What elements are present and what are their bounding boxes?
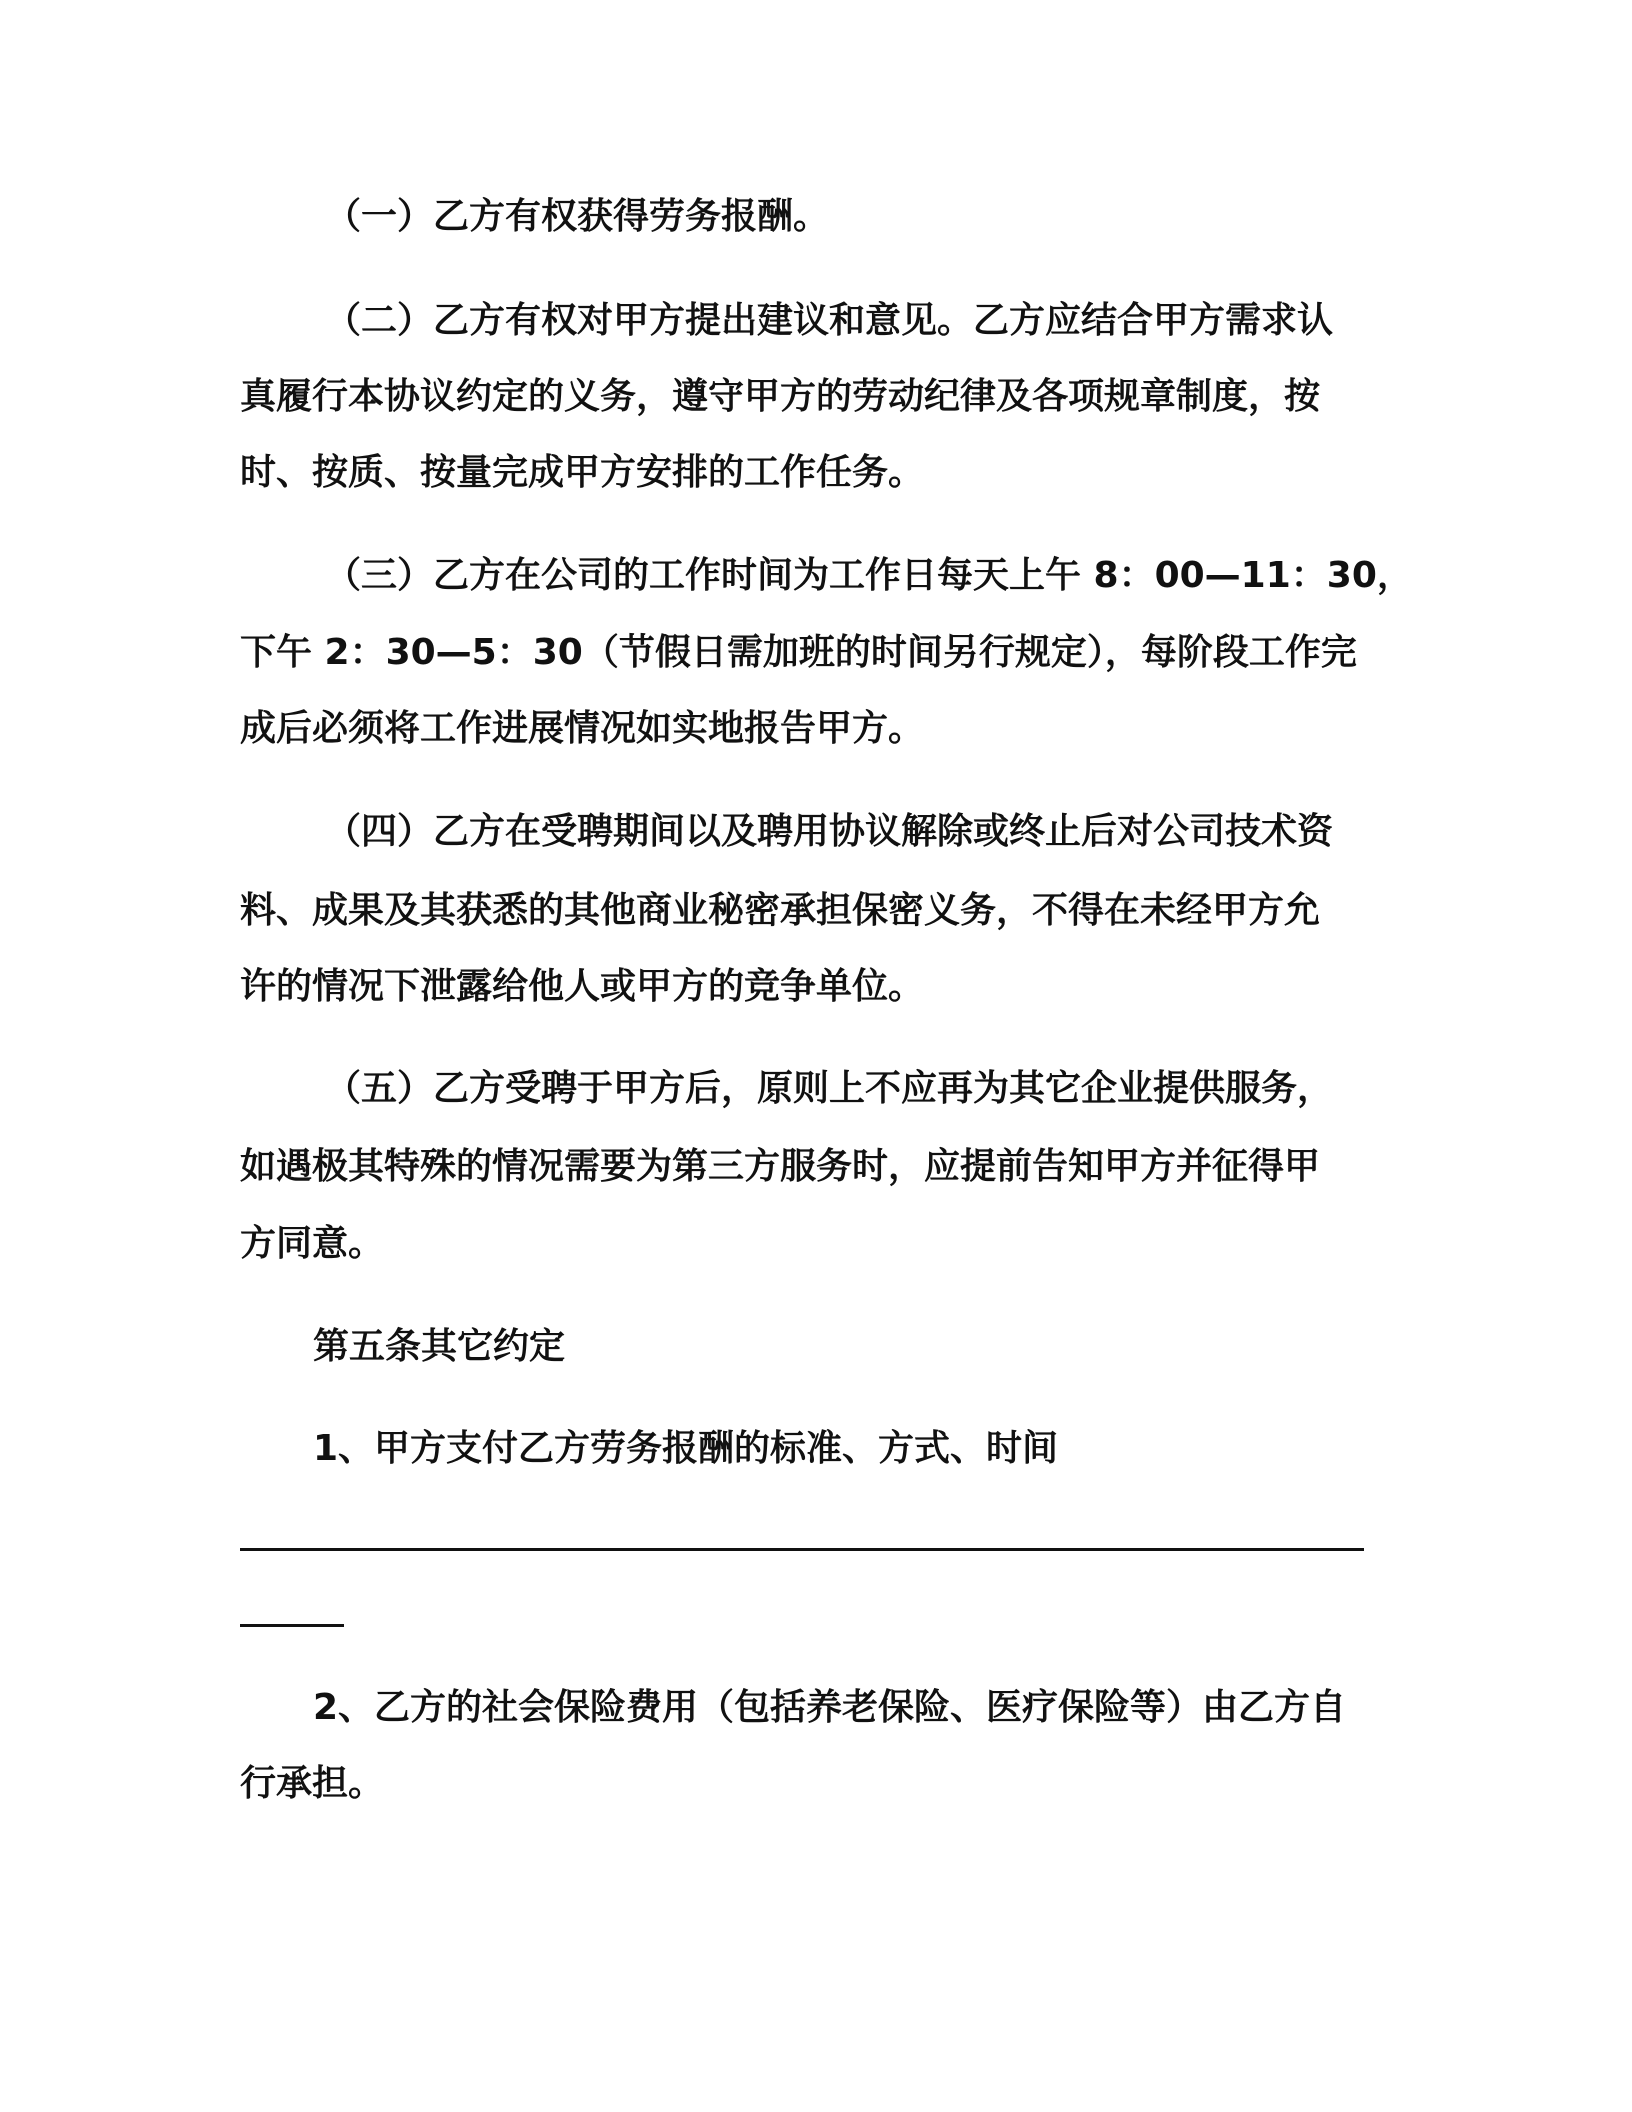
clause-2-line-2: 真履行本协议约定的义务，遵守甲方的劳动纪律及各项规章制度，按 — [240, 376, 1321, 417]
clause-3-line-1: （三）乙方在公司的工作时间为工作日每天上午 8：00—11：30， — [325, 555, 1413, 596]
item-2-line-2: 行承担。 — [240, 1763, 385, 1804]
clause-2-line-1: （二）乙方有权对甲方提出建议和意见。乙方应结合甲方需求认 — [325, 300, 1334, 341]
item-1: 1、甲方支付乙方劳务报酬的标准、方式、时间 — [313, 1428, 1059, 1469]
blank-fill-line-2 — [240, 1624, 344, 1627]
clause-1-line-1: （一）乙方有权获得劳务报酬。 — [325, 196, 830, 237]
clause-3-line-3: 成后必须将工作进展情况如实地报告甲方。 — [240, 708, 925, 749]
blank-fill-line-1 — [240, 1548, 1364, 1551]
article-heading: 第五条其它约定 — [313, 1326, 566, 1367]
clause-2-line-3: 时、按质、按量完成甲方安排的工作任务。 — [240, 452, 925, 493]
clause-5-line-3: 方同意。 — [240, 1223, 385, 1264]
clause-4-line-3: 许的情况下泄露给他人或甲方的竞争单位。 — [240, 966, 925, 1007]
clause-4-line-2: 料、成果及其获悉的其他商业秘密承担保密义务，不得在未经甲方允 — [240, 890, 1321, 931]
clause-3-line-2: 下午 2：30—5：30（节假日需加班的时间另行规定），每阶段工作完 — [240, 632, 1357, 673]
clause-5-line-2: 如遇极其特殊的情况需要为第三方服务时，应提前告知甲方并征得甲 — [240, 1146, 1321, 1187]
clause-5-line-1: （五）乙方受聘于甲方后，原则上不应再为其它企业提供服务， — [325, 1068, 1334, 1109]
clause-4-line-1: （四）乙方在受聘期间以及聘用协议解除或终止后对公司技术资 — [325, 811, 1334, 852]
item-2-line-1: 2、乙方的社会保险费用（包括养老保险、医疗保险等）由乙方自 — [313, 1687, 1347, 1728]
